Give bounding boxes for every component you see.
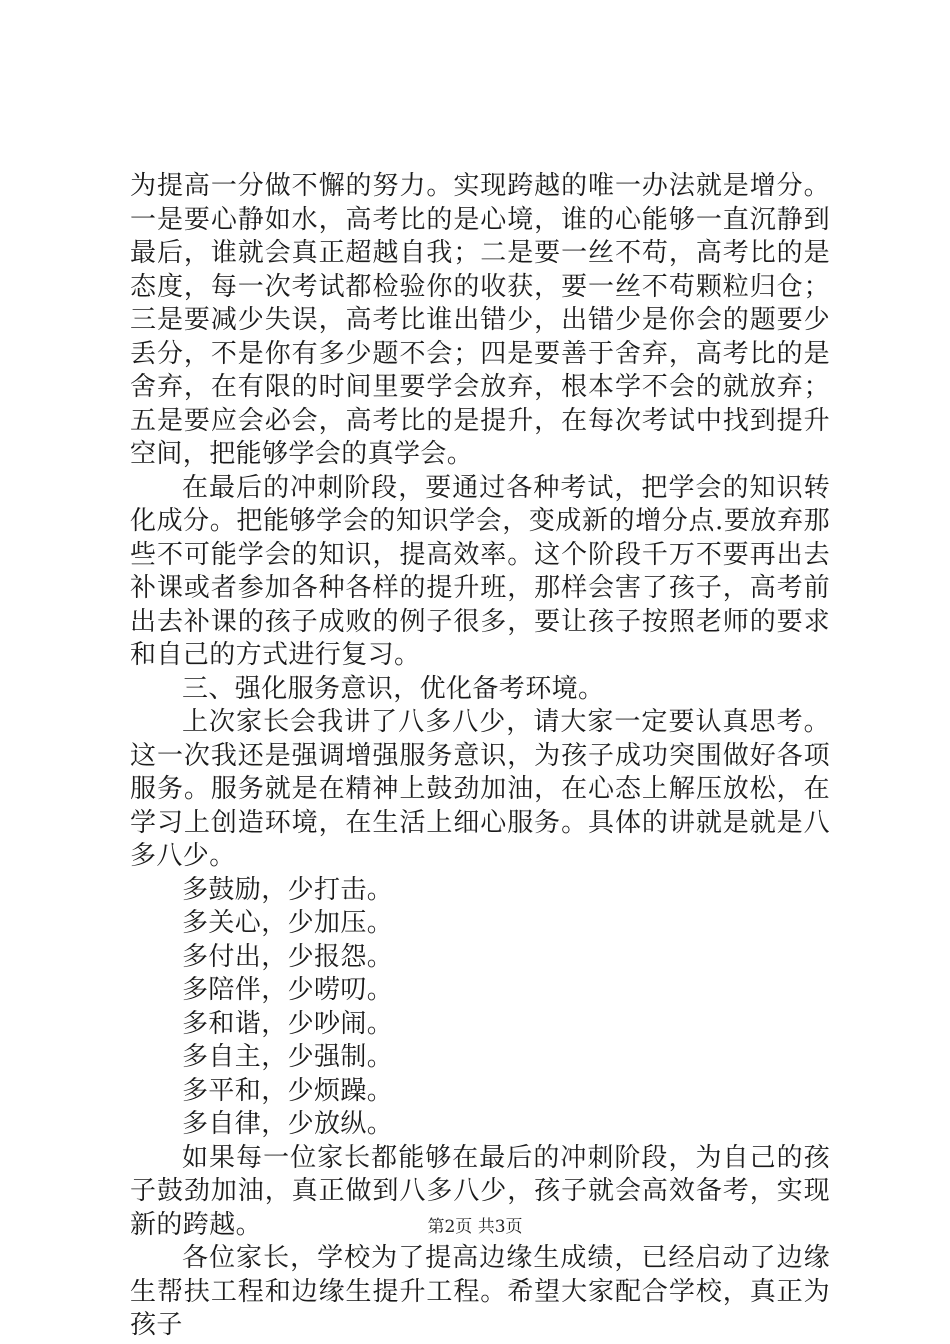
list-item: 多自律，少放纵。 [182, 1109, 394, 1139]
paragraph-sprint-stage: 在最后的冲刺阶段，要通过各种考试，把学会的知识转化成分。把能够学会的知识学会，变成新的增分点.要放弃那些不可能学会的知识，提高效率。这个阶段千万不要再出去补课或者参加各种各样的提升班，那样会害了孩子，高考前出去补课的孩子成败的例子很多，要让孩子按照老师的要求和自己的方式进行复习。 [130, 472, 830, 670]
paragraph-continuation: 为提高一分做不懈的努力。实现跨越的唯一办法就是增分。一是要心静如水，高考比的是心境，谁的心能够一直沉静到最后，谁就会真正超越自我；二是要一丝不苟，高考比的是态度，每一次考试都检验你的收获，要一丝不苟颗粒归仓；三是要减少失误，高考比谁出错少，出错少是你会的题要少丢分，不是你有多少题不会；四是要善于舍弃，高考比的是舍弃，在有限的时间里要学会放弃，根本学不会的就放弃；五是要应会必会，高考比的是提升，在每次考试中找到提升空间，把能够学会的真学会。 [130, 171, 830, 469]
document-body [130, 170, 830, 1343]
list-item: 多平和，少烦躁。 [182, 1075, 394, 1106]
list-item: 多鼓励，少打击。 [182, 874, 394, 905]
list-item: 多陪伴，少唠叨。 [182, 975, 394, 1005]
list-item: 多自主，少强制。 [182, 1042, 394, 1072]
list-item: 多和谐，少吵闹。 [182, 1008, 394, 1039]
paragraph-conclusion: 如果每一位家长都能够在最后的冲刺阶段，为自己的孩子鼓劲加油，真正做到八多八少，孩子就会高效备考，实现新的跨越。 [130, 1142, 830, 1240]
page-number-footer: 第2页 共3页 [427, 1217, 523, 1237]
list-item: 多付出，少报怨。 [182, 941, 394, 972]
list-item: 多关心，少加压。 [182, 908, 394, 938]
paragraph-marginal-students: 各位家长，学校为了提高边缘生成绩，已经启动了边缘生帮扶工程和边缘生提升工程。希望大家配合学校，真正为孩子 [130, 1243, 830, 1340]
section-heading-service: 三、强化服务意识，优化备考环境。 [182, 673, 605, 704]
paragraph-eight-more-eight-less: 上次家长会我讲了八多八少，请大家一定要认真思考。这一次我还是强调增强服务意识，为孩子成功突围做好各项服务。服务就是在精神上鼓劲加油，在心态上解压放松，在学习上创造环境，在生活上细心服务。具体的讲就是就是八多八少。 [130, 707, 830, 871]
